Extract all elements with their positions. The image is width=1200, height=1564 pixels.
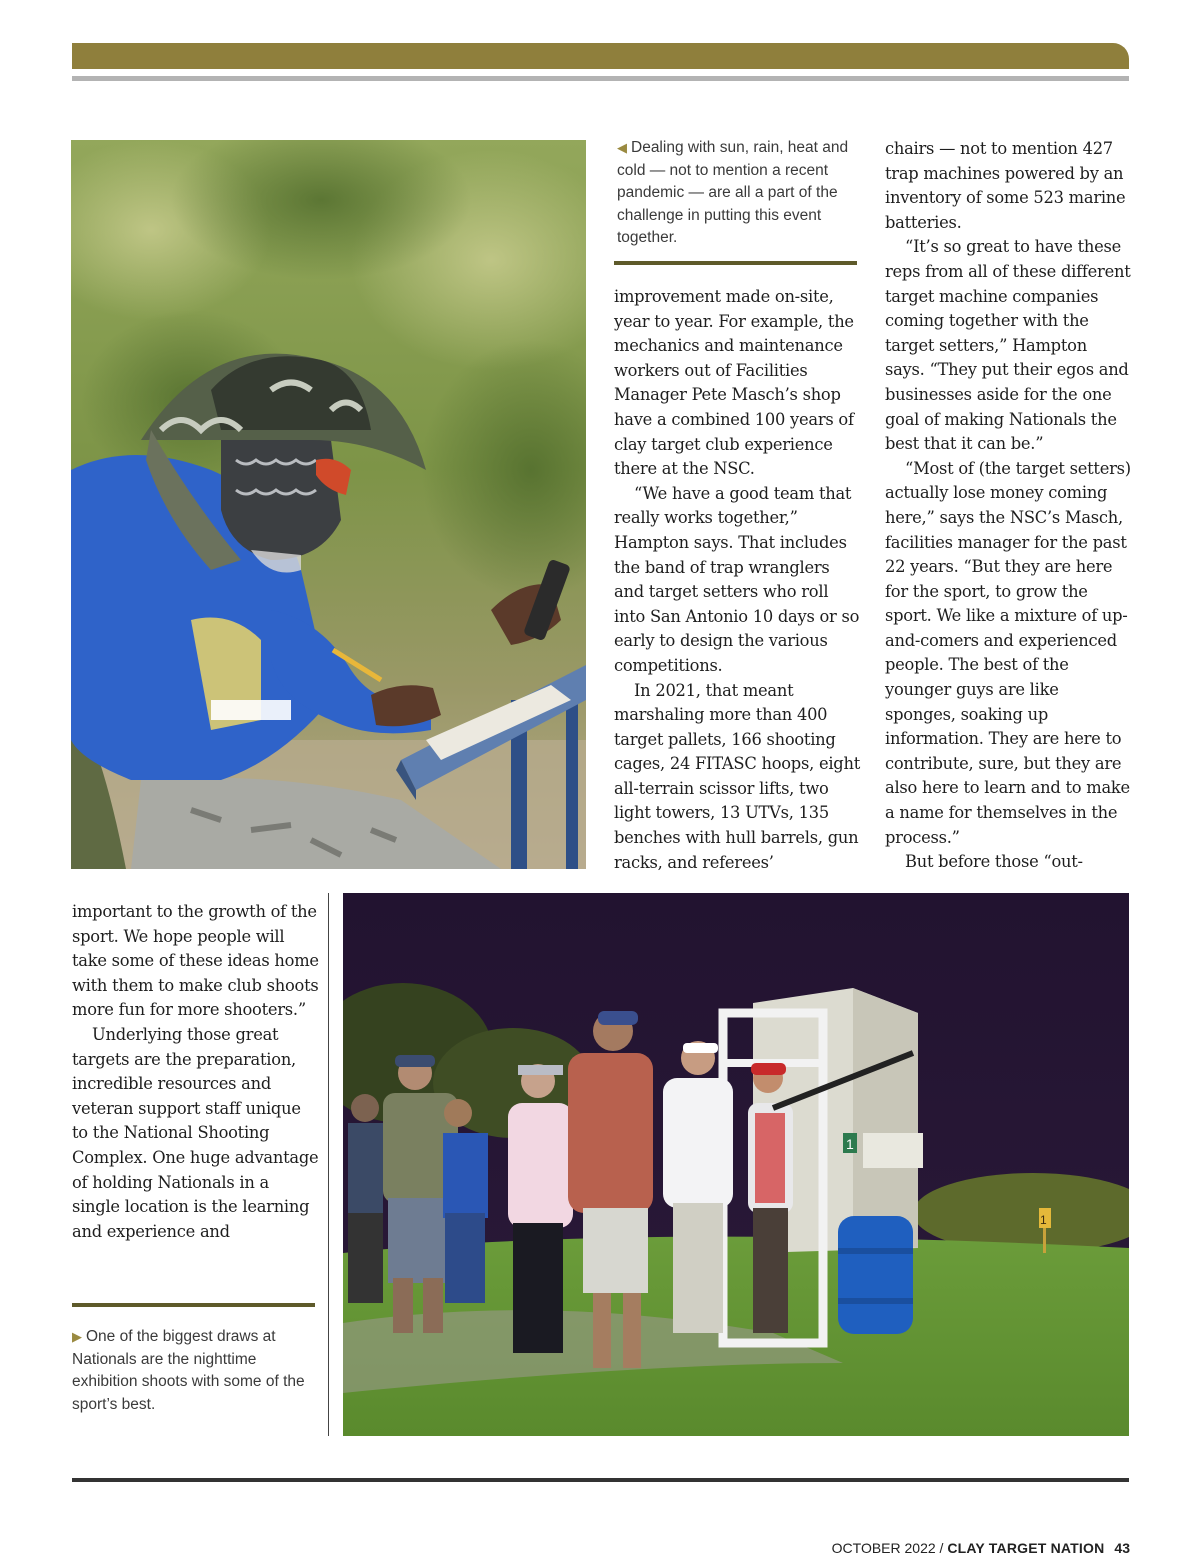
photo-scorer-illustration bbox=[71, 140, 586, 869]
caption-top-text: Dealing with sun, rain, heat and cold — not to mention a recent pandemic — are all a part of the challenge in putting this event together. bbox=[617, 139, 849, 246]
article-column-left-bottom bbox=[72, 900, 320, 1244]
header-gray-rule bbox=[72, 76, 1129, 81]
photo-night-exhibition bbox=[343, 893, 1129, 1436]
caption-bottom-text: One of the biggest draws at Nationals are the nighttime exhibition shoots with some of the sport’s best. bbox=[72, 1328, 305, 1413]
photo-caption-top bbox=[617, 137, 853, 250]
paragraph: “Most of (the target setters) actually lose money coming here,” says the NSC’s Masch, facilities manager for the past 22 years. “But they are here for the sport, to grow the sport. We like a mixture of up-and-comers and experienced people. The best of the younger guys are like sponges, soaking up information. They are here to contribute, sure, but they are also here to learn and to make a name for themselves in the process.” bbox=[885, 458, 1131, 847]
photo-night-illustration bbox=[343, 893, 1129, 1436]
caption-arrow-left-icon: ◀ bbox=[617, 140, 627, 155]
paragraph: improvement made on-site, year to year. For example, the mechanics and maintenance workers out of Facilities Manager Pete Masch’s shop have a combined 100 years of clay target club experience there at the NSC. bbox=[614, 287, 854, 479]
paragraph: chairs — not to mention 427 trap machines powered by an inventory of some 523 marine batteries. bbox=[885, 139, 1126, 232]
article-column-right bbox=[885, 137, 1131, 875]
photo-caption-bottom bbox=[72, 1326, 312, 1416]
paragraph: But before those “out- bbox=[905, 852, 1083, 872]
caption-bottom-rule bbox=[72, 1303, 315, 1307]
paragraph: Underlying those great targets are the preparation, incredible resources and veteran support staff unique to the National Shooting Complex. One huge advantage of holding Nationals in a single location is the learning and experience and bbox=[72, 1024, 319, 1241]
station-sign-number: 1 bbox=[846, 1136, 854, 1152]
header-color-bar bbox=[72, 43, 1129, 69]
paragraph: “It’s so great to have these reps from all of these different target machine companies coming together with the target setters,” Hampton says. “They put their egos and businesses aside for the one goal of making Nationals the best that it can be.” bbox=[885, 237, 1131, 454]
footer-magazine-name: CLAY TARGET NATION bbox=[947, 1540, 1105, 1556]
footer-issue-date: OCTOBER 2022 / bbox=[831, 1540, 948, 1556]
paragraph: In 2021, that meant marshaling more than 400 target pallets, 166 shooting cages, 24 FITASC hoops, eight all-terrain scissor lifts, two light towers, 13 UTVs, 135 benches with hull barrels, gun racks, and referees’ bbox=[614, 680, 860, 872]
footer-rule bbox=[72, 1478, 1129, 1482]
flag-number: 1 bbox=[1040, 1213, 1047, 1227]
column-divider bbox=[328, 893, 329, 1436]
page-footer bbox=[832, 1540, 1130, 1556]
paragraph: important to the growth of the sport. We hope people will take some of these ideas home with them to make club shoots more fun for more shooters.” bbox=[72, 902, 319, 1020]
page-number: 43 bbox=[1114, 1540, 1130, 1556]
article-column-middle bbox=[614, 285, 860, 875]
photo-scorer-writing bbox=[71, 140, 586, 869]
caption-top-rule bbox=[614, 261, 857, 265]
caption-arrow-right-icon: ▶ bbox=[72, 1329, 82, 1344]
paragraph: “We have a good team that really works together,” Hampton says. That includes the band of trap wranglers and target setters who roll into San Antonio 10 days or so early to design the various competitions. bbox=[614, 483, 860, 675]
